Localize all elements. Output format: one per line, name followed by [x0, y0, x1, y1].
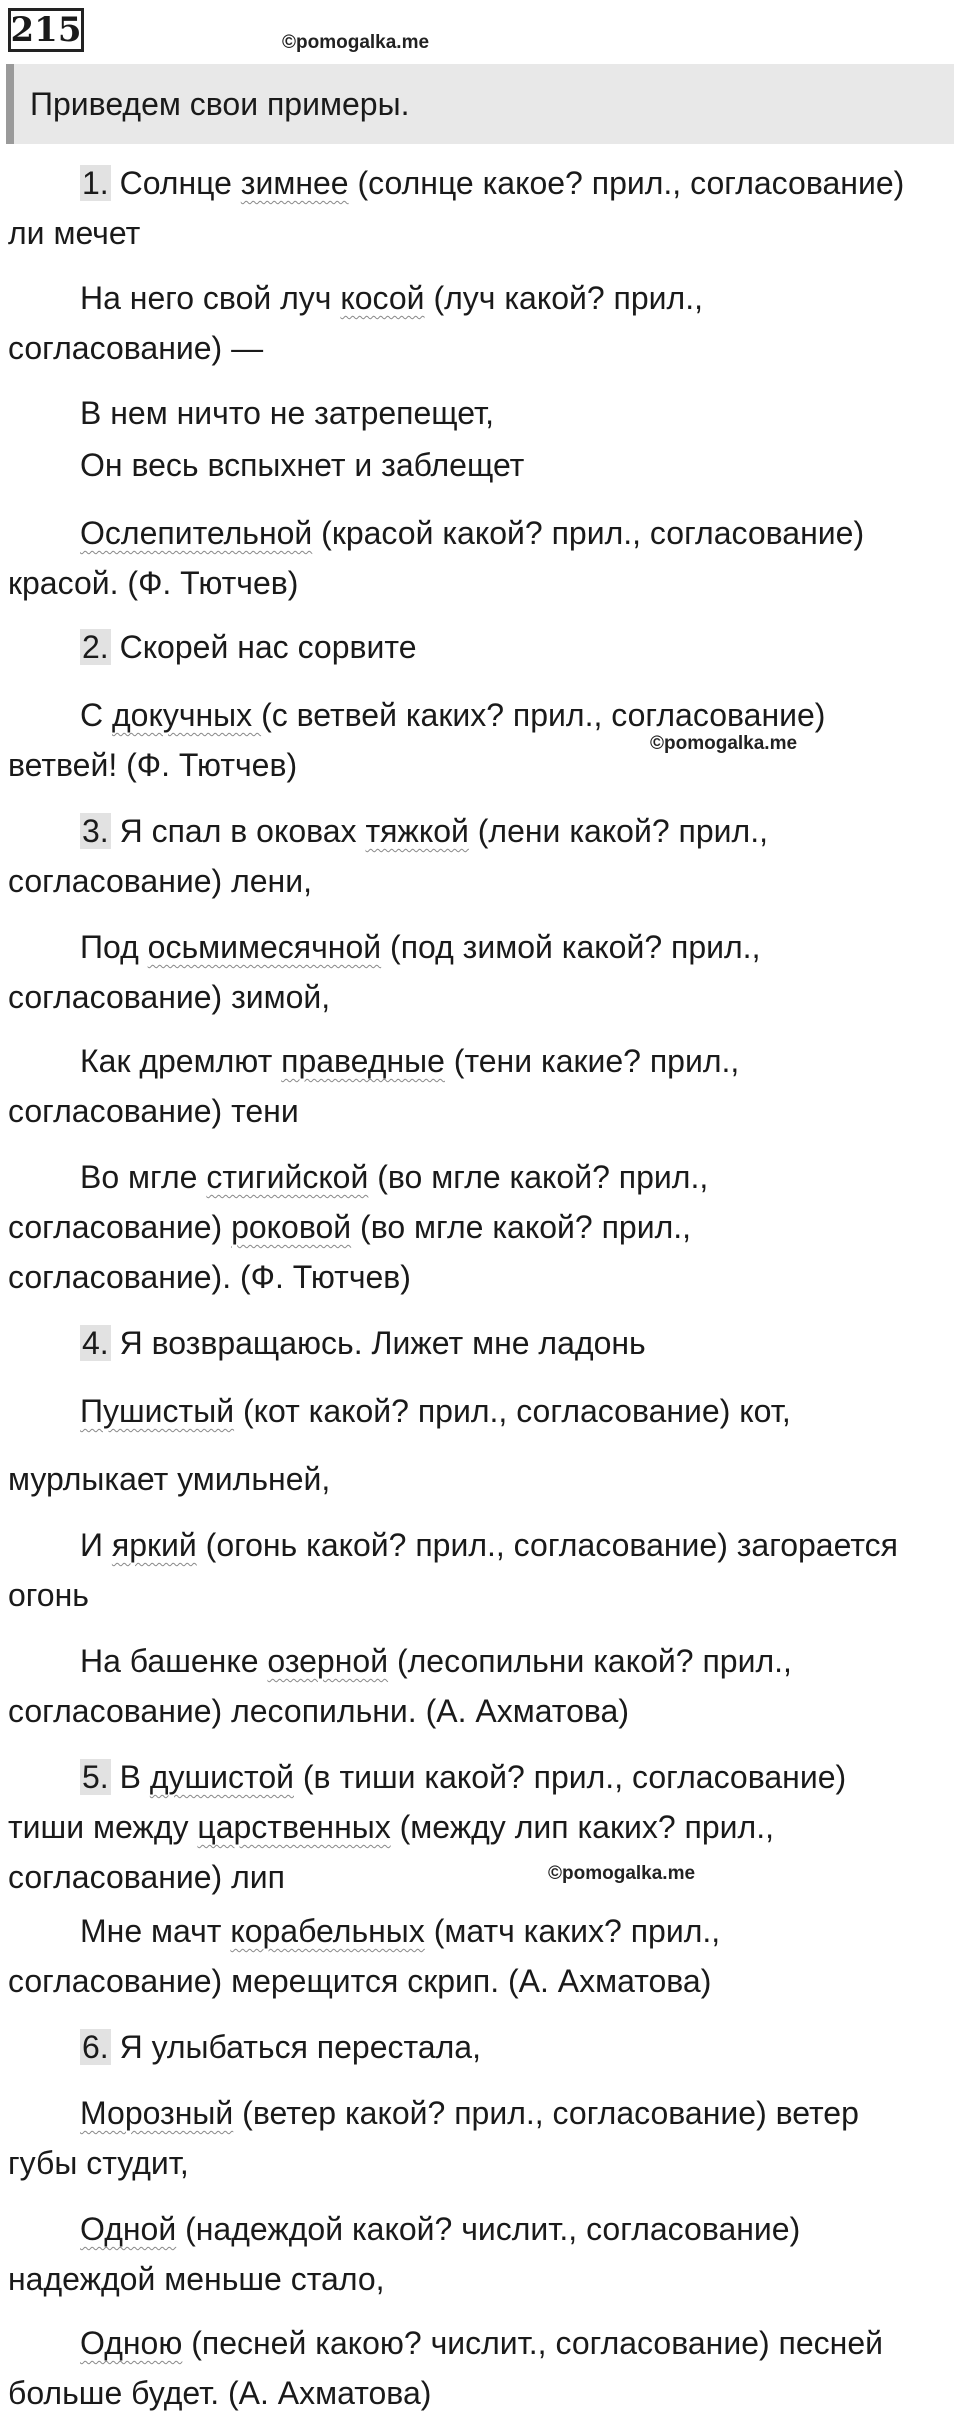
text-run: Я возвращаюсь. Лижет мне ладонь [110, 1325, 646, 1361]
text-run: На него свой луч [80, 280, 341, 316]
text-run: (солнце какое? прил., согласование) [348, 165, 905, 201]
text-run: Солнце [110, 165, 241, 201]
paragraph-line [8, 2318, 948, 2368]
paragraph [8, 440, 948, 490]
section-header [6, 64, 954, 144]
paragraph-line [8, 158, 948, 208]
paragraph-line: согласование) тени [8, 1093, 299, 1129]
text-run: согласование). (Ф. Тютчев) [8, 1259, 411, 1295]
example-number: 1. [82, 165, 109, 201]
text-run: (с ветвей каких? прил., согласование) [261, 697, 826, 733]
paragraph [8, 1636, 948, 1736]
paragraph-line [8, 1454, 948, 1504]
text-run: Я спал в оковах [110, 813, 366, 849]
text-run: Скорей нас сорвите [110, 629, 417, 665]
paragraph-line [8, 273, 948, 323]
text-run: (лесопильни какой? прил., [388, 1643, 792, 1679]
text-run: (песней какою? числит., согласование) песней [182, 2325, 883, 2361]
paragraph-line [8, 1852, 948, 1902]
paragraph-line: огонь [8, 1577, 89, 1613]
text-run: (под зимой какой? прил., [381, 929, 761, 965]
paragraph [8, 2204, 948, 2304]
text-run: (во мгле какой? прил., [351, 1209, 692, 1245]
underlined-word: праведные [281, 1043, 445, 1079]
paragraph [8, 273, 948, 373]
text-run: (луч какой? прил., [424, 280, 703, 316]
paragraph-line: красой. (Ф. Тютчев) [8, 565, 299, 601]
text-run: (ветер какой? прил., согласование) ветер [233, 2095, 859, 2131]
underlined-word: Одной [80, 2211, 177, 2247]
paragraph [8, 622, 948, 672]
paragraph [8, 690, 948, 790]
paragraph [8, 1454, 948, 1504]
paragraph-line [8, 508, 948, 558]
text-run: согласование) [8, 1209, 232, 1245]
paragraph [8, 1036, 948, 1136]
watermark-top: ©pomogalka.me [282, 32, 430, 53]
example-number: 5. [82, 1759, 109, 1795]
text-run: Мне мачт [80, 1913, 231, 1949]
underlined-word: озерной [267, 1643, 389, 1679]
paragraph-line [8, 440, 948, 490]
paragraph-line: больше будет. (А. Ахматова) [8, 2375, 432, 2411]
text-run: (огонь какой? прил., согласование) загорается [196, 1527, 898, 1563]
paragraph-line [8, 2088, 948, 2138]
paragraph-line [8, 1752, 948, 1802]
text-run: Я улыбаться перестала, [110, 2029, 481, 2065]
text-run: (кот какой? прил., согласование) кот, [234, 1393, 791, 1429]
paragraph-line [8, 1318, 948, 1368]
underlined-word: стигийской [206, 1159, 369, 1195]
text-run: (тени какие? прил., [444, 1043, 740, 1079]
underlined-word: докучных [112, 697, 262, 733]
paragraph [8, 1752, 948, 1902]
paragraph-line [8, 622, 948, 672]
paragraph-line [8, 388, 948, 438]
underlined-word: Пушистый [80, 1393, 235, 1429]
text-run: И [80, 1527, 112, 1563]
watermark-middle: ©pomogalka.me [650, 733, 798, 754]
text-run: (надеждой какой? числит., согласование) [176, 2211, 801, 2247]
text-run: (лени какой? прил., [468, 813, 768, 849]
text-run: согласование) лип [8, 1859, 285, 1895]
underlined-word: душистой [149, 1759, 294, 1795]
paragraph-line [8, 2204, 948, 2254]
paragraph-line [8, 1252, 948, 1302]
text-run: В [110, 1759, 150, 1795]
paragraph-line: ли мечет [8, 215, 141, 251]
text-run: Как дремлют [80, 1043, 282, 1079]
paragraph-line [8, 922, 948, 972]
paragraph [8, 1152, 948, 1302]
paragraph-line: согласование) мерещится скрип. (А. Ахматова) [8, 1963, 712, 1999]
underlined-word: Морозный [80, 2095, 234, 2131]
paragraph-line: надеждой меньше стало, [8, 2261, 385, 2297]
text-run: (во мгле какой? прил., [368, 1159, 709, 1195]
paragraph-line [8, 1036, 948, 1086]
underlined-word: косой [340, 280, 425, 316]
underlined-word: яркий [111, 1527, 197, 1563]
text-run: На башенке [80, 1643, 268, 1679]
example-number: 6. [82, 2029, 109, 2065]
paragraph-line [8, 1906, 948, 1956]
paragraph [8, 1906, 948, 2006]
paragraph-line [8, 1202, 948, 1252]
paragraph-line [8, 1520, 948, 1570]
text-run: В нем ничто не затрепещет, [80, 395, 494, 431]
watermark-lower: ©pomogalka.me [548, 1863, 696, 1884]
underlined-word: тяжкой [365, 813, 469, 849]
underlined-word: зимнее [240, 165, 349, 201]
underlined-word: роковой [231, 1209, 352, 1245]
paragraph-line: согласование) лени, [8, 863, 312, 899]
text-run: Он весь вспыхнет и заблещет [80, 447, 525, 483]
text-run: Под [80, 929, 148, 965]
paragraph [8, 2088, 948, 2188]
paragraph [8, 158, 948, 258]
paragraph-line [8, 1636, 948, 1686]
paragraph [8, 1386, 948, 1436]
underlined-word: царственных [197, 1809, 391, 1845]
paragraph-line [8, 1152, 948, 1202]
example-number: 3. [82, 813, 109, 849]
paragraph-line: согласование) лесопильни. (А. Ахматова) [8, 1693, 629, 1729]
task-number: 215 [8, 8, 84, 52]
example-number: 2. [82, 629, 109, 665]
paragraph [8, 388, 948, 438]
underlined-word: Ослепительной [80, 515, 313, 551]
paragraph [8, 2318, 948, 2418]
paragraph-line [8, 2022, 948, 2072]
paragraph [8, 806, 948, 906]
underlined-word: корабельных [230, 1913, 425, 1949]
text-run: (матч каких? прил., [424, 1913, 721, 1949]
paragraph [8, 922, 948, 1022]
paragraph [8, 1520, 948, 1620]
underlined-word: осьмимесячной [147, 929, 382, 965]
paragraph-line [8, 806, 948, 856]
paragraph-line: согласование) — [8, 330, 264, 366]
text-run: (в тиши какой? прил., согласование) [294, 1759, 847, 1795]
paragraph-line: ветвей! (Ф. Тютчев) [8, 747, 298, 783]
section-header-text: Приведем свои примеры. [30, 85, 410, 122]
paragraph-line [8, 1386, 948, 1436]
paragraph-line [8, 1802, 948, 1852]
text-run: мурлыкает умильней, [8, 1461, 331, 1497]
paragraph-line: согласование) зимой, [8, 979, 331, 1015]
text-run: (красой какой? прил., согласование) [312, 515, 865, 551]
paragraph-line [8, 690, 948, 740]
paragraph [8, 2022, 948, 2072]
text-run: тиши между [8, 1809, 198, 1845]
underlined-word: Одною [80, 2325, 183, 2361]
text-run: Во мгле [80, 1159, 207, 1195]
paragraph-line: губы студит, [8, 2145, 189, 2181]
text-run: С [80, 697, 112, 733]
example-number: 4. [82, 1325, 109, 1361]
paragraph [8, 508, 948, 608]
text-run: (между лип каких? прил., [390, 1809, 774, 1845]
paragraph [8, 1318, 948, 1368]
